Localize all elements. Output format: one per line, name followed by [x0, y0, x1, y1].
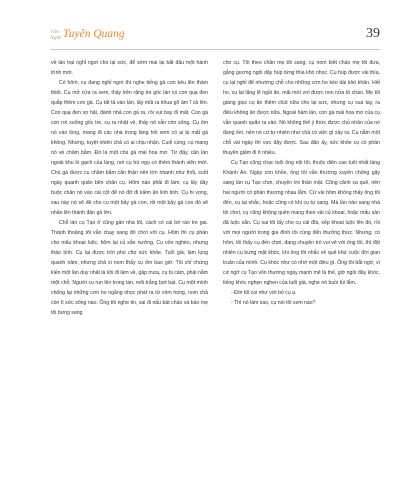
paragraph: Chỗ lán cụ Tạo ở cũng gần nhà tôi, cách có cái bờ rào tre gai. Thành thoảng tôi vẫn chạy sang đó chơi với cụ. Hôm thì cụ phần cho mẩu khoai luộc, hôm lại củ sắn nướng. Cụ vốn nghèo, nhưng thảo tính. Cụ lại được trời phú cho sức khỏe. Tuổi già, làm lụng quanh năm, nhưng chả si nom thấy cụ ốm bao giờ. Tôi chỉ chứng kiến một lần duy nhất là khi đi làm về, gặp mưa, cụ bị cảm, phải nằm một chỗ. Người cụ run lên trong lán, môi trắng bợt bạt. Cụ một mình chống lại những cơn ho ngằng nhọc phát ra từ vòm họng, nom chả còn tí sức sống nào. Ông tôi nghe tin, sai đi nấu bát cháo và bảo mẹ tôi bưng sang: [51, 220, 208, 317]
right-text-column: [223, 58, 380, 308]
page-number: 39: [366, 26, 380, 41]
magazine-brand-name: Tuyên Quang: [63, 28, 125, 40]
dialogue-line: - Thì nó làm sao, cụ nói tôi xem nào?: [231, 300, 316, 307]
paragraph: về lán trại nghỉ ngơi cho lại sức, để sớm mai lại bắt đầu một hành trình mới.: [51, 60, 208, 77]
paragraph: cho cụ. Tôi theo chân mẹ tôi sang, cụ nom biết cháo mẹ tôi đưa, gắng gượng ngồi dậy húp từng thìa khó nhọc. Cụ húp được vài thìa, cụ lại nghỉ để nhường chỗ cho những cơn ho kéo dài khó khăn. Hết ho, cụ lại lặng lẽ ngồi ăn, mãi mới vơi được non nửa tô cháo. Mẹ tôi giàng giục cụ ăn thêm chút nữa cho lại sức, nhưng cụ xua tay, ra điều không ăn được nữa. Ngoài hàm lán, con gà mái hoa mơ của cụ vẫn quanh quẩn ra vào. Nó không thể ý thức được chủ nhân của nó đang ốm, nên nó cứ tự nhiên như chả có việc gì xảy ra. Cụ nằm một chỗ vài ngày thì vực dậy được. Sau đận ấy, sức khỏe cụ có phần thuyên giảm đi ít nhiều.: [223, 60, 380, 157]
left-text-column: [51, 58, 208, 318]
magazine-brand-small: Văn Nghệ: [50, 29, 62, 41]
paragraph: Cụ Tạo cũng chạc tuổi ông nội tôi, thuộc diện cao tuổi nhất làng Khánh An. Ngày còn khỏe, ông tôi vẫn thường xuyên chống gậy sang lán cụ Tạo chơi, chuyện trò thân mật. Cũng cảnh xa quê, nên hai người có phần thương nhau lắm. Cứ vài hôm không thấy ông tôi đến, cụ lại nhắc, hoặc cũng có khi cụ tự sang. Mà lần nào sang nhà tôi chơi, cụ cũng không quên mang theo vài củ khoai, hoặc mấu sản đã luộc sẵn. Cụ sai tôi lấy cho cụ cái đĩa, xếp khoai luộc lên đó, rồi với mọi người trong gia đình tôi cùng đến thưởng thức. Nhưng, có hôm, tôi thấy cụ đến chơi, đang chuyện trò vui vẻ với ông tôi, thì đột nhiên cụ bưng mặt khóc, khi ông tôi nhắc về quê khứ cuộc đời gian truân của mình. Cụ khóc như có nhớ một điều gì. Ông tôi bắt ngờ, vì cứ ngỡ cụ Tạo vốn thường ngày mạnh mẽ là thế, giờ ngồi đây khóc, tiếng khóc nghẹn nghẹn của tuổi già, nghe nó buồi tủi lắm.: [223, 160, 380, 287]
dialogue-line: - Đời tôi coi như vứt bỏ cụ ạ.: [231, 290, 297, 297]
header-divider: [50, 49, 380, 50]
page-header: [50, 28, 380, 48]
paragraph: Có hôm, cụ đang nghỉ ngơi thì nghe tiếng gà con kêu lên thảm thiết. Cụ mở cửa ra xem, thấy trên rặng tre góc lán có con quạ đen quắp thêm con gà. Cụ tất tả vào lán, lấy mũi ra khua gõ ầm ĩ cả lên. Con quạ đen sợ hãi, đành nhả con gà ra, rồi vụt bay đi mất. Con gà con rơi xuống gốc tre, cụ ra nhặt về, thấy nó vẫn còn sống. Cụ ôm nó vào lòng, mang đi các nhà trong làng hỏi xem có ai bị mất gà không. Nhưng, tuyệt nhiên chả có ai chịu nhận. Cuối cùng, cụ mang nó về chăm bẵm. Đó là một chú gà mái hoa mơ. Từ đấy, cân lán ngoài khu lò gạch của làng, nơi cụ trú ngụ có thêm thành viên mới. Chú gà được cụ chăm bẵm cẩn thận nên lớn nhanh như thổi, suốt ngày quanh quẩn bên chân cụ. Hôm nào phải đi làm, cụ lấy dây buộc chân nó vào cái cột để nó đỡ đi kiếm ăn linh tinh. Cụ hi vọng, sau này nó sẽ đẻ cho cụ một bầy gà con, rồi một bầy gà con đó sẽ nhân lên thành đàn gà lớn.: [51, 80, 208, 217]
